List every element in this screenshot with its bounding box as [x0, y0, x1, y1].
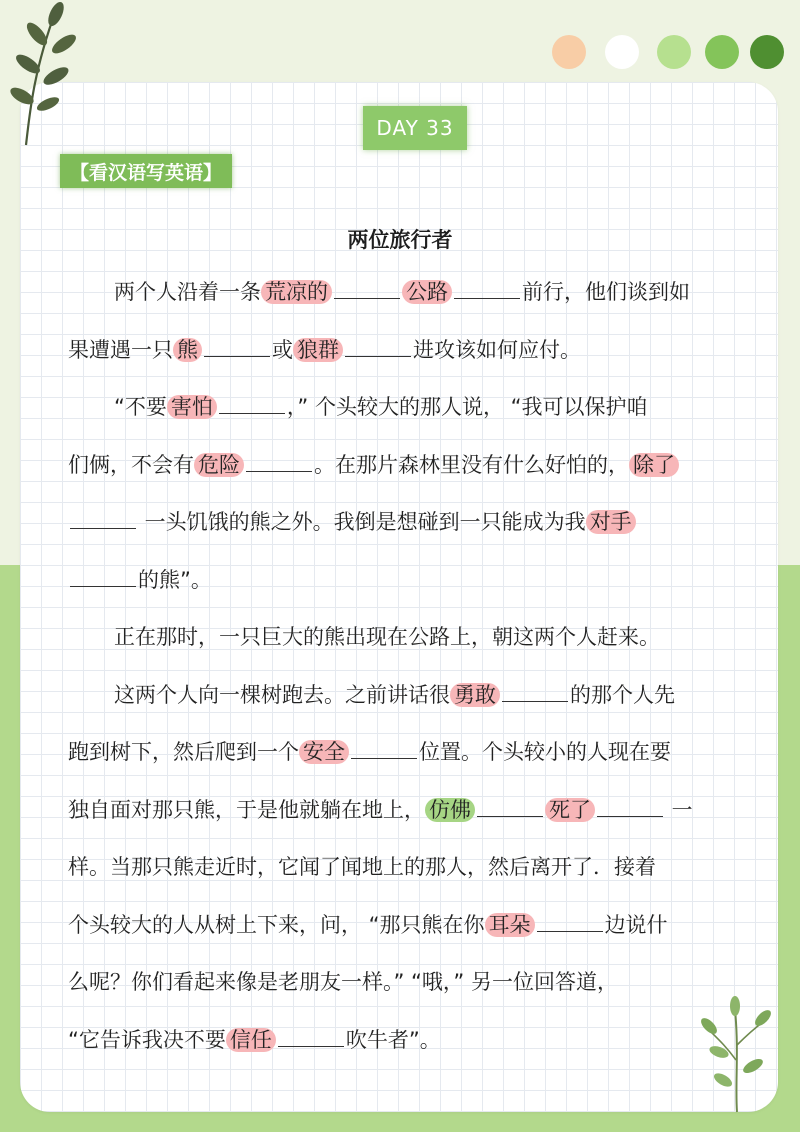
story-text: 样。当那只熊走近时，它闻了闻地上的那人，然后离开了．接着 [68, 855, 656, 879]
highlighted-keyword: 信任 [226, 1028, 276, 1052]
decor-dot-green [705, 35, 739, 69]
story-text: 这两个人向一棵树跑去。之前讲话很 [114, 682, 450, 707]
story-text: 。在那片森林里没有什么好怕的， [314, 452, 629, 477]
highlighted-keyword: 除了 [629, 453, 679, 477]
highlighted-keyword: 安全 [299, 740, 349, 764]
story-text: 两个人沿着一条 [114, 280, 261, 304]
story-body [68, 264, 758, 1069]
story-text: 位置。个头较小的人现在要 [419, 740, 671, 764]
story-line [68, 954, 758, 1012]
answer-blank [477, 800, 543, 817]
answer-blank [334, 282, 400, 299]
answer-blank [351, 742, 417, 759]
story-text: “不要 [114, 395, 167, 419]
story-text: 前行，他们谈到如 [522, 280, 690, 304]
highlighted-keyword: 危险 [194, 453, 244, 477]
story-text: 或 [272, 337, 293, 362]
highlighted-keyword: 荒凉的 [261, 280, 332, 304]
story-text: 的那个人先 [570, 682, 675, 707]
answer-blank [345, 340, 411, 357]
day-label: DAY 33 [363, 106, 467, 150]
highlighted-keyword: 耳朵 [485, 913, 535, 937]
story-text: 的熊”。 [138, 567, 212, 592]
answer-blank [204, 340, 270, 357]
story-line [68, 839, 758, 897]
story-text: 么呢？你们看起来像是老朋友一样。” “哦，” 另一位回答道， [68, 970, 618, 994]
decor-dot-light-green [657, 35, 691, 69]
story-text: 独自面对那只熊，于是他就躺在地上， [68, 797, 425, 822]
story-line [68, 1012, 758, 1070]
highlighted-keyword: 仿佛 [425, 798, 475, 822]
answer-blank [502, 685, 568, 702]
story-text: 进攻该如何应付。 [413, 337, 581, 362]
story-line [68, 609, 758, 667]
decor-dot-peach [552, 35, 586, 69]
decor-dot-dark-green [750, 35, 784, 69]
story-text: 边说什 [604, 912, 668, 937]
story-line [68, 724, 758, 782]
story-text: “它告诉我决不要 [68, 1027, 226, 1052]
story-text: 果遭遇一只 [68, 337, 173, 362]
highlighted-keyword: 对手 [586, 510, 636, 534]
answer-blank [537, 915, 603, 932]
answer-blank [219, 397, 285, 414]
highlighted-keyword: 公路 [402, 280, 452, 304]
decor-dot-white [605, 35, 639, 69]
story-text: 正在那时，一只巨大的熊出现在公路上，朝这两个人赶来。 [114, 625, 660, 649]
story-line [68, 494, 758, 552]
story-text: 们俩，不会有 [68, 452, 194, 477]
answer-blank [70, 512, 136, 529]
story-text: ，” 个头较大的那人说， “我可以保护咱 [286, 395, 648, 419]
highlighted-keyword: 狼群 [293, 338, 343, 362]
answer-blank [246, 455, 312, 472]
story-line [68, 264, 758, 322]
highlighted-keyword: 熊 [173, 338, 202, 362]
section-tag: 【看汉语写英语】 [60, 154, 232, 188]
story-line [68, 782, 758, 840]
leaf-branch-icon [4, 0, 84, 150]
highlighted-keyword: 勇敢 [450, 683, 500, 707]
story-text: 一头饥饿的熊之外。我倒是想碰到一只能成为我 [138, 510, 586, 534]
story-line [68, 437, 758, 495]
answer-blank [454, 282, 520, 299]
answer-blank [597, 800, 663, 817]
story-line [68, 379, 758, 437]
story-text: 个头较大的人从树上下来，问， “那只熊在你 [68, 912, 485, 937]
story-text: 一 [665, 797, 693, 822]
highlighted-keyword: 死了 [545, 798, 595, 822]
answer-blank [70, 570, 136, 587]
story-line [68, 897, 758, 955]
story-line [68, 667, 758, 725]
story-title: 两位旅行者 [347, 228, 453, 252]
highlighted-keyword: 害怕 [167, 395, 217, 419]
answer-blank [278, 1030, 344, 1047]
story-line [68, 552, 758, 610]
story-line [68, 322, 758, 380]
story-text: 跑到树下，然后爬到一个 [68, 740, 299, 764]
story-text: 吹牛者”。 [345, 1027, 441, 1052]
